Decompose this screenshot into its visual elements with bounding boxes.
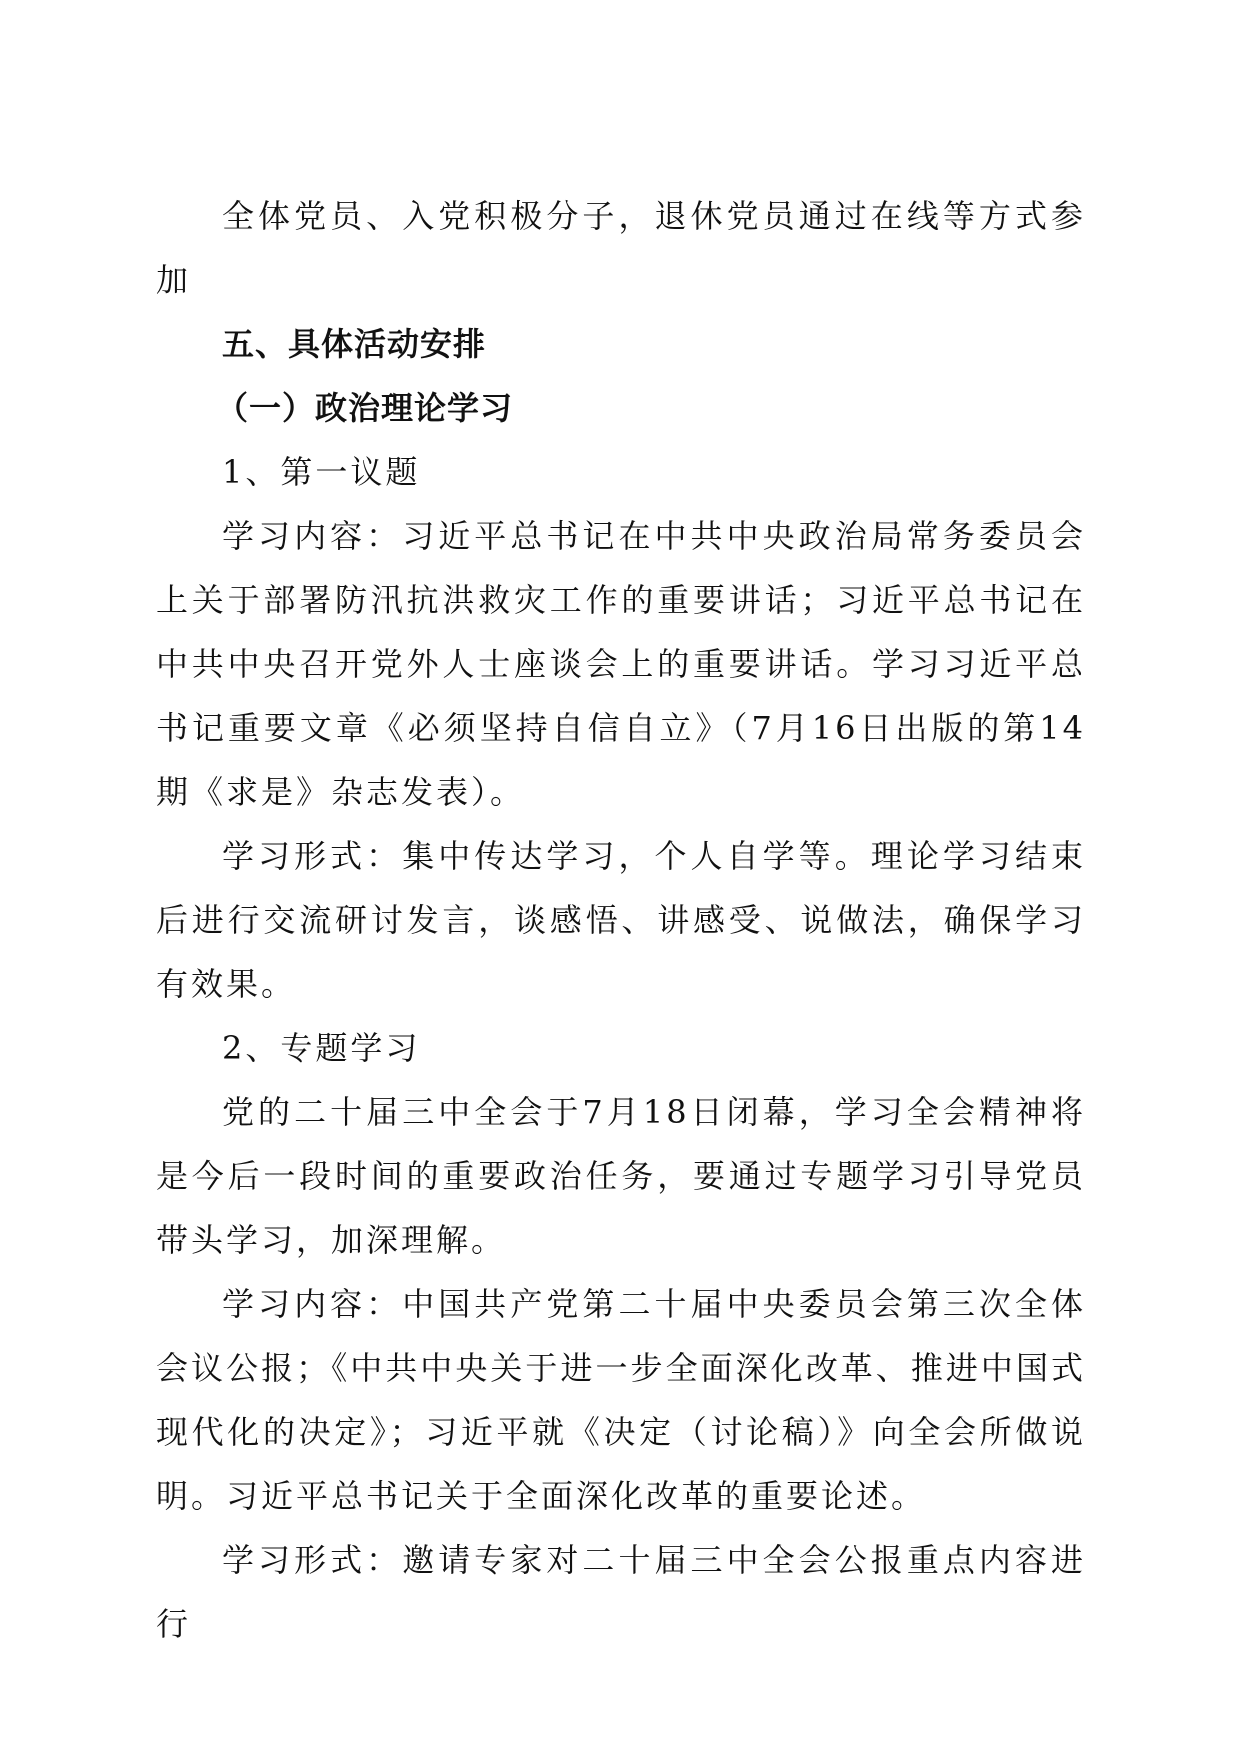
study-content-paragraph: 学习内容：习近平总书记在中共中央政治局常务委员会上关于部署防汛抗洪救灾工作的重要讲话；习近平总书记在中共中央召开党外人士座谈会上的重要讲话。学习习近平总书记重要文章《必须坚持自信自立》（7月16日出版的第14期《求是》杂志发表）。 bbox=[156, 517, 1086, 811]
plenary-paragraph: 党的二十届三中全会于7月18日闭幕，学习全会精神将是今后一段时间的重要政治任务，要通过专题学习引导党员带头学习，加深理解。 bbox=[156, 1093, 1086, 1259]
subsection-heading: （一）政治理论学习 bbox=[216, 389, 514, 427]
document-body bbox=[156, 184, 1086, 1656]
study-form-paragraph: 学习形式：邀请专家对二十届三中全会公报重点内容进行 bbox=[156, 1541, 1086, 1643]
study-content-paragraph: 学习内容：中国共产党第二十届中央委员会第三次全体会议公报；《中共中央关于进一步全面深化改革、推进中国式现代化的决定》；习近平就《决定（讨论稿）》向全会所做说明。习近平总书记关于全面深化改革的重要论述。 bbox=[156, 1285, 1086, 1515]
study-form-paragraph: 学习形式：集中传达学习，个人自学等。理论学习结束后进行交流研讨发言，谈感悟、讲感受、说做法，确保学习有效果。 bbox=[156, 837, 1086, 1003]
section-heading: 五、具体活动安排 bbox=[222, 325, 487, 363]
participants-paragraph: 全体党员、入党积极分子，退休党员通过在线等方式参加 bbox=[156, 197, 1086, 299]
item-title: 1、第一议题 bbox=[222, 453, 421, 491]
item-title: 2、专题学习 bbox=[222, 1029, 421, 1067]
